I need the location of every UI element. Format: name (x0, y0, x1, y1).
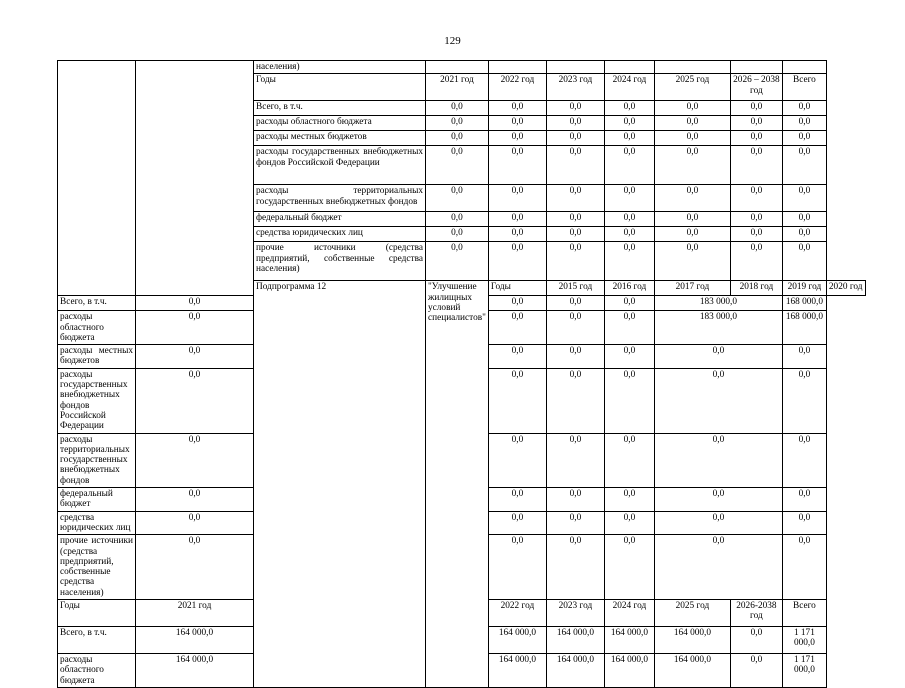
value-cell: 0,0 (782, 368, 826, 433)
year-header: Всего (782, 74, 826, 101)
value-cell: 0,0 (488, 433, 546, 487)
value-cell: 168 000,0 (782, 311, 826, 345)
value-cell: 0,0 (730, 627, 782, 654)
value-cell: 0,0 (488, 311, 546, 345)
value-cell: 0,0 (654, 227, 730, 242)
year-header: 2021 год (426, 74, 489, 101)
value-cell: 0,0 (604, 311, 654, 345)
row-label: населения) (254, 61, 426, 74)
table-row (58, 61, 866, 74)
value-cell: 0,0 (136, 296, 254, 311)
value-cell: 0,0 (654, 488, 782, 512)
value-cell: 0,0 (546, 311, 604, 345)
value-cell: 0,0 (136, 433, 254, 487)
value-cell: 0,0 (488, 242, 546, 281)
value-cell: 0,0 (604, 488, 654, 512)
value-cell: 0,0 (546, 101, 604, 116)
value-cell: 164 000,0 (546, 627, 604, 654)
year-header: 2021 год (136, 600, 254, 627)
value-cell: 0,0 (604, 535, 654, 600)
row-label: Всего, в т.ч. (58, 627, 136, 654)
value-cell: 0,0 (654, 212, 730, 227)
value-cell: 0,0 (782, 146, 826, 185)
value-cell: 0,0 (488, 116, 546, 131)
empty-cell (604, 61, 654, 74)
value-cell: 0,0 (730, 654, 782, 688)
year-header: 2017 год (654, 281, 730, 296)
value-cell: 0,0 (488, 488, 546, 512)
subprogram-title: "Улучшение жилищных условий специалистов" (426, 281, 489, 688)
value-cell: 0,0 (730, 212, 782, 227)
value-cell: 0,0 (604, 116, 654, 131)
value-cell: 0,0 (654, 345, 782, 369)
value-cell: 0,0 (604, 345, 654, 369)
value-cell: 0,0 (426, 116, 489, 131)
value-cell: 0,0 (730, 185, 782, 212)
value-cell: 0,0 (136, 311, 254, 345)
value-cell: 0,0 (654, 101, 730, 116)
value-cell: 0,0 (426, 101, 489, 116)
year-header: 2024 год (604, 74, 654, 101)
value-cell: 0,0 (604, 227, 654, 242)
value-cell: 0,0 (546, 227, 604, 242)
years-label: Годы (488, 281, 546, 296)
value-cell: 168 000,0 (782, 296, 826, 311)
value-cell: 0,0 (546, 185, 604, 212)
row-label: расходы областного бюджета (58, 654, 136, 688)
funding-table (57, 60, 866, 688)
value-cell: 0,0 (546, 535, 604, 600)
value-cell: 164 000,0 (604, 627, 654, 654)
years-label: Годы (254, 74, 426, 101)
row-label: прочие источники (средства предприятий, собственные средства населения) (254, 242, 426, 281)
value-cell: 0,0 (604, 242, 654, 281)
value-cell: 0,0 (488, 227, 546, 242)
year-header: 2015 год (546, 281, 604, 296)
year-header: 2023 год (546, 600, 604, 627)
empty-cell (546, 61, 604, 74)
value-cell: 0,0 (730, 116, 782, 131)
value-cell: 0,0 (546, 116, 604, 131)
value-cell: 164 000,0 (654, 627, 730, 654)
year-header: 2016 год (604, 281, 654, 296)
value-cell: 0,0 (488, 212, 546, 227)
value-cell: 0,0 (488, 296, 546, 311)
year-header: 2022 год (488, 74, 546, 101)
value-cell: 0,0 (604, 368, 654, 433)
empty-cell (58, 61, 136, 296)
value-cell: 164 000,0 (136, 627, 254, 654)
value-cell: 0,0 (782, 345, 826, 369)
row-label: расходы территориальных государственных внебюджетных фондов (254, 185, 426, 212)
value-cell: 0,0 (546, 146, 604, 185)
value-cell: 0,0 (604, 146, 654, 185)
value-cell: 0,0 (136, 488, 254, 512)
row-label: расходы областного бюджета (58, 311, 136, 345)
value-cell: 0,0 (604, 101, 654, 116)
value-cell: 0,0 (546, 433, 604, 487)
value-cell: 0,0 (136, 368, 254, 433)
value-cell: 0,0 (546, 131, 604, 146)
value-cell: 183 000,0 (654, 296, 782, 311)
row-label: расходы государственных внебюджетных фондов Российской Федерации (254, 146, 426, 185)
year-header: 2024 год (604, 600, 654, 627)
value-cell: 164 000,0 (604, 654, 654, 688)
year-header: 2026 – 2038 год (730, 74, 782, 101)
value-cell: 164 000,0 (488, 627, 546, 654)
value-cell: 0,0 (546, 488, 604, 512)
value-cell: 0,0 (782, 488, 826, 512)
year-header: 2019 год (782, 281, 826, 296)
value-cell: 0,0 (488, 535, 546, 600)
value-cell: 0,0 (782, 535, 826, 600)
value-cell: 164 000,0 (546, 654, 604, 688)
table-body (58, 61, 866, 688)
value-cell: 0,0 (426, 242, 489, 281)
value-cell: 0,0 (488, 185, 546, 212)
page-number: 129 (444, 35, 461, 47)
row-label: расходы областного бюджета (254, 116, 426, 131)
value-cell: 0,0 (488, 131, 546, 146)
value-cell: 0,0 (654, 146, 730, 185)
value-cell: 0,0 (730, 101, 782, 116)
value-cell: 183 000,0 (654, 311, 782, 345)
row-label: средства юридических лиц (254, 227, 426, 242)
year-header: 2020 год (826, 281, 865, 296)
value-cell: 0,0 (546, 242, 604, 281)
value-cell: 0,0 (546, 212, 604, 227)
empty-cell (136, 61, 254, 296)
value-cell: 164 000,0 (488, 654, 546, 688)
value-cell: 0,0 (782, 227, 826, 242)
value-cell: 0,0 (546, 511, 604, 535)
row-label: расходы государственных внебюджетных фондов Российской Федерации (58, 368, 136, 433)
value-cell: 0,0 (604, 212, 654, 227)
value-cell: 0,0 (546, 345, 604, 369)
empty-cell (488, 61, 546, 74)
value-cell: 0,0 (488, 511, 546, 535)
row-label: прочие источники (средства предприятий, собственные средства населения) (58, 535, 136, 600)
empty-cell (730, 61, 782, 74)
value-cell: 0,0 (654, 368, 782, 433)
value-cell: 0,0 (604, 296, 654, 311)
empty-cell (654, 61, 730, 74)
value-cell: 0,0 (782, 212, 826, 227)
year-header: 2025 год (654, 74, 730, 101)
value-cell: 0,0 (782, 101, 826, 116)
row-label: средства юридических лиц (58, 511, 136, 535)
row-label: расходы местных бюджетов (58, 345, 136, 369)
empty-cell (426, 61, 489, 74)
value-cell: 0,0 (782, 433, 826, 487)
value-cell: 1 171 000,0 (782, 627, 826, 654)
value-cell: 0,0 (654, 433, 782, 487)
row-label: Всего, в т.ч. (58, 296, 136, 311)
value-cell: 0,0 (730, 242, 782, 281)
value-cell: 0,0 (604, 131, 654, 146)
value-cell: 0,0 (654, 535, 782, 600)
value-cell: 0,0 (654, 511, 782, 535)
year-header: 2023 год (546, 74, 604, 101)
value-cell: 0,0 (136, 535, 254, 600)
value-cell: 0,0 (488, 101, 546, 116)
value-cell: 0,0 (546, 296, 604, 311)
value-cell: 0,0 (136, 511, 254, 535)
empty-cell (782, 61, 826, 74)
value-cell: 0,0 (782, 242, 826, 281)
years-label: Годы (58, 600, 136, 627)
value-cell: 1 171 000,0 (782, 654, 826, 688)
value-cell: 0,0 (654, 116, 730, 131)
value-cell: 0,0 (488, 146, 546, 185)
value-cell: 0,0 (488, 368, 546, 433)
value-cell: 0,0 (426, 146, 489, 185)
value-cell: 0,0 (546, 368, 604, 433)
year-header: 2025 год (654, 600, 730, 627)
value-cell: 0,0 (782, 116, 826, 131)
value-cell: 0,0 (604, 511, 654, 535)
value-cell: 0,0 (782, 185, 826, 212)
value-cell: 0,0 (782, 131, 826, 146)
row-label: федеральный бюджет (254, 212, 426, 227)
row-label: федеральный бюджет (58, 488, 136, 512)
value-cell: 0,0 (426, 227, 489, 242)
value-cell: 0,0 (730, 146, 782, 185)
value-cell: 0,0 (488, 345, 546, 369)
value-cell: 0,0 (782, 511, 826, 535)
value-cell: 0,0 (136, 345, 254, 369)
value-cell: 0,0 (604, 433, 654, 487)
row-label: Всего, в т.ч. (254, 101, 426, 116)
row-label: расходы местных бюджетов (254, 131, 426, 146)
value-cell: 0,0 (654, 185, 730, 212)
value-cell: 0,0 (604, 185, 654, 212)
value-cell: 0,0 (730, 227, 782, 242)
value-cell: 0,0 (426, 185, 489, 212)
year-header: Всего (782, 600, 826, 627)
value-cell: 164 000,0 (136, 654, 254, 688)
value-cell: 0,0 (654, 131, 730, 146)
value-cell: 0,0 (426, 131, 489, 146)
value-cell: 0,0 (426, 212, 489, 227)
year-header: 2026-2038 год (730, 600, 782, 627)
value-cell: 164 000,0 (654, 654, 730, 688)
year-header: 2022 год (488, 600, 546, 627)
value-cell: 0,0 (730, 131, 782, 146)
year-header: 2018 год (730, 281, 782, 296)
subprogram-name: Подпрограмма 12 (254, 281, 426, 688)
row-label: расходы территориальных государственных внебюджетных фондов (58, 433, 136, 487)
value-cell: 0,0 (654, 242, 730, 281)
